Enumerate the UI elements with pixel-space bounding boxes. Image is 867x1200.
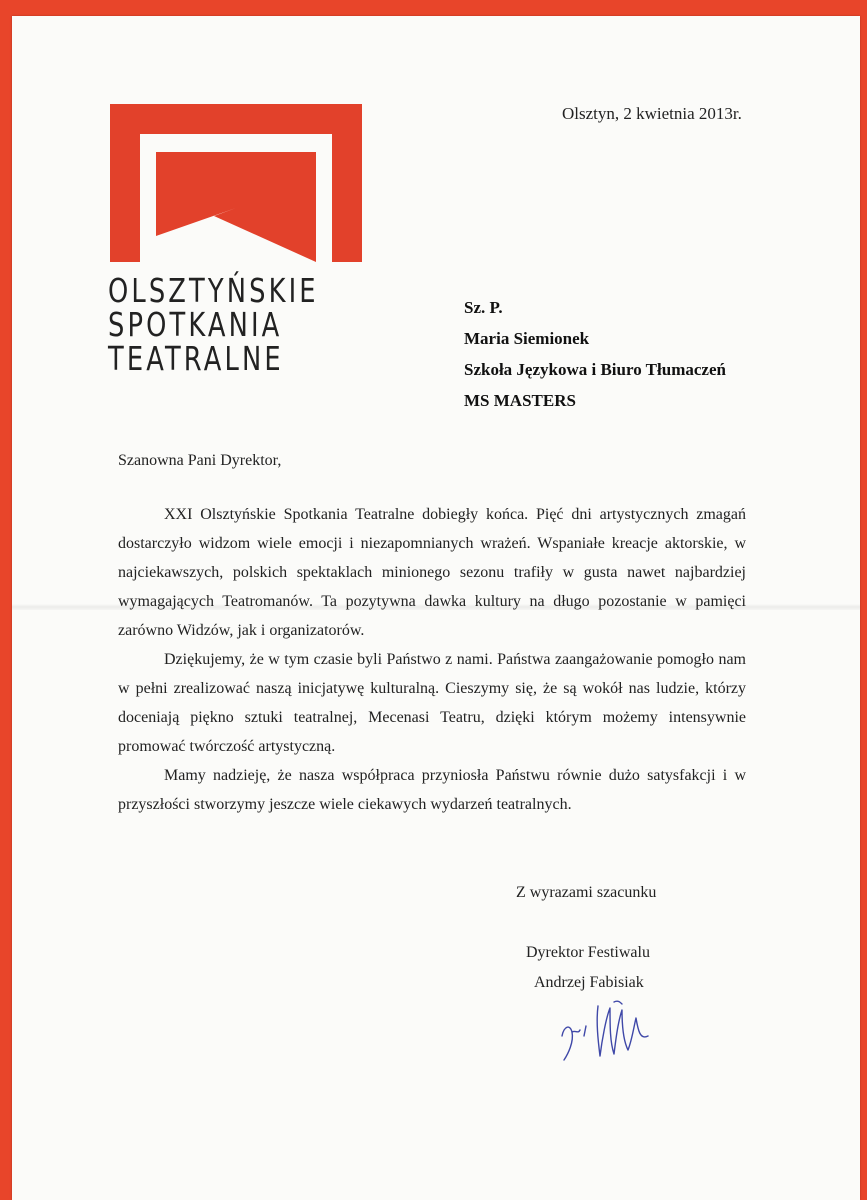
body-paragraph-2: Dziękujemy, że w tym czasie byli Państwo z nami. Państwa zaangażowanie pomogło nam w pełni zrealizować naszą inicjatywę kulturalną. Cieszymy się, że są wokół nas ludzie, którzy doceniają piękno sztuki teatralnej, Mecenasi Teatru, dzięki którym możemy intensywnie promować twórczość artystyczną. bbox=[118, 651, 746, 755]
recipient-name: Maria Siemionek bbox=[464, 329, 590, 348]
body-paragraph-1: XXI Olsztyńskie Spotkania Teatralne dobiegły końca. Pięć dni artystycznych zmagań dostarczyło widzom wiele emocji i niezapomnianych wrażeń. Wspaniałe kreacje aktorskie, w najciekawszych, polskich spektaklach minionego sezonu trafiły w gusta nawet najbardziej wymagających Teatromanów. Ta pozytywna dawka kultury na długo pozostanie w pamięci zarówno Widzów, jak i organizatorów. bbox=[118, 506, 746, 639]
handwritten-signature-icon bbox=[552, 996, 662, 1066]
body-paragraph-3: Mamy nadzieję, że nasza współpraca przyniosła Państwu równie dużo satysfakcji i w przyszłości stworzymy jeszcze wiele ciekawych wydarzeń teatralnych. bbox=[118, 767, 746, 813]
festival-logo-text bbox=[108, 271, 319, 378]
closing-phrase: Z wyrazami szacunku bbox=[516, 884, 657, 901]
recipient-prefix: Sz. P. bbox=[464, 298, 503, 317]
logo-curtain-icon bbox=[156, 152, 316, 262]
letter-page bbox=[12, 16, 860, 1200]
recipient-block bbox=[464, 292, 726, 416]
signatory-title: Dyrektor Festiwalu bbox=[526, 944, 650, 961]
theatre-stage-logo-icon bbox=[110, 104, 362, 262]
logo-line-1: OLSZTYŃSKIE bbox=[108, 271, 319, 310]
salutation: Szanowna Pani Dyrektor, bbox=[118, 452, 282, 469]
logo-line-2: SPOTKANIA bbox=[108, 305, 283, 344]
logo-line-3: TEATRALNE bbox=[108, 339, 284, 378]
signatory-name: Andrzej Fabisiak bbox=[534, 974, 644, 991]
letter-body bbox=[118, 500, 746, 819]
letter-date: Olsztyn, 2 kwietnia 2013r. bbox=[562, 104, 742, 123]
recipient-organization: Szkoła Językowa i Biuro Tłumaczeń bbox=[464, 360, 726, 379]
recipient-company: MS MASTERS bbox=[464, 391, 576, 410]
